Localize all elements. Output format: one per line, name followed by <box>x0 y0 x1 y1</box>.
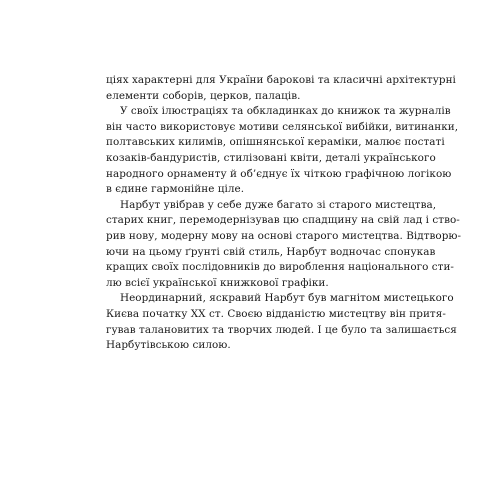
text-line: козаків-бандуристів, стилізовані квіти, деталі українського <box>106 151 436 164</box>
paragraph-3 <box>106 198 462 292</box>
text-line: рив нову, модерну мову на основі старого мистецтва. Відтворю- <box>106 229 462 242</box>
text-line: Києва початку XX ст. Своєю відданістю мистецтву він притя- <box>106 307 446 320</box>
text-line: У своїх ілюстраціях та обкладинках до книжок та журналів <box>120 105 451 118</box>
body-text <box>106 73 462 354</box>
text-line: полтавських килимів, опішнянської кераміки, малює постаті <box>106 136 445 149</box>
text-line: гував талановитих та творчих людей. І це було та залишається <box>106 323 457 336</box>
paragraph-1 <box>106 73 456 104</box>
text-line: Нарбут увібрав у себе дуже багато зі старого мистецтва, <box>120 198 437 211</box>
text-line: Неординарний, яскравий Нарбут був магнітом мистецького <box>120 292 454 305</box>
text-line: лю всієї української книжкової графіки. <box>106 276 329 289</box>
paragraph-2 <box>106 104 459 198</box>
text-line: він часто використовує мотиви селянської вибійки, витинанки, <box>106 120 459 133</box>
text-line: народного орнаменту й об’єднує їх чіткою графічною логікою <box>106 167 452 180</box>
text-line: в єдине гармонійне ціле. <box>106 183 245 196</box>
text-line: кращих своїх послідовників до вироблення національного сти- <box>106 261 454 274</box>
text-line: старих книг, перемодернізував цю спадщину на свій лад і ство- <box>106 214 460 227</box>
text-line: елементи соборів, церков, палаців. <box>106 89 301 102</box>
text-line: ючи на цьому ґрунті свій стиль, Нарбут водночас спонукав <box>106 245 436 258</box>
text-line: ціях характерні для України барокові та класичні архітектурні <box>106 74 456 86</box>
paragraph-4 <box>106 291 457 353</box>
text-line: Нарбутівською силою. <box>106 339 231 352</box>
